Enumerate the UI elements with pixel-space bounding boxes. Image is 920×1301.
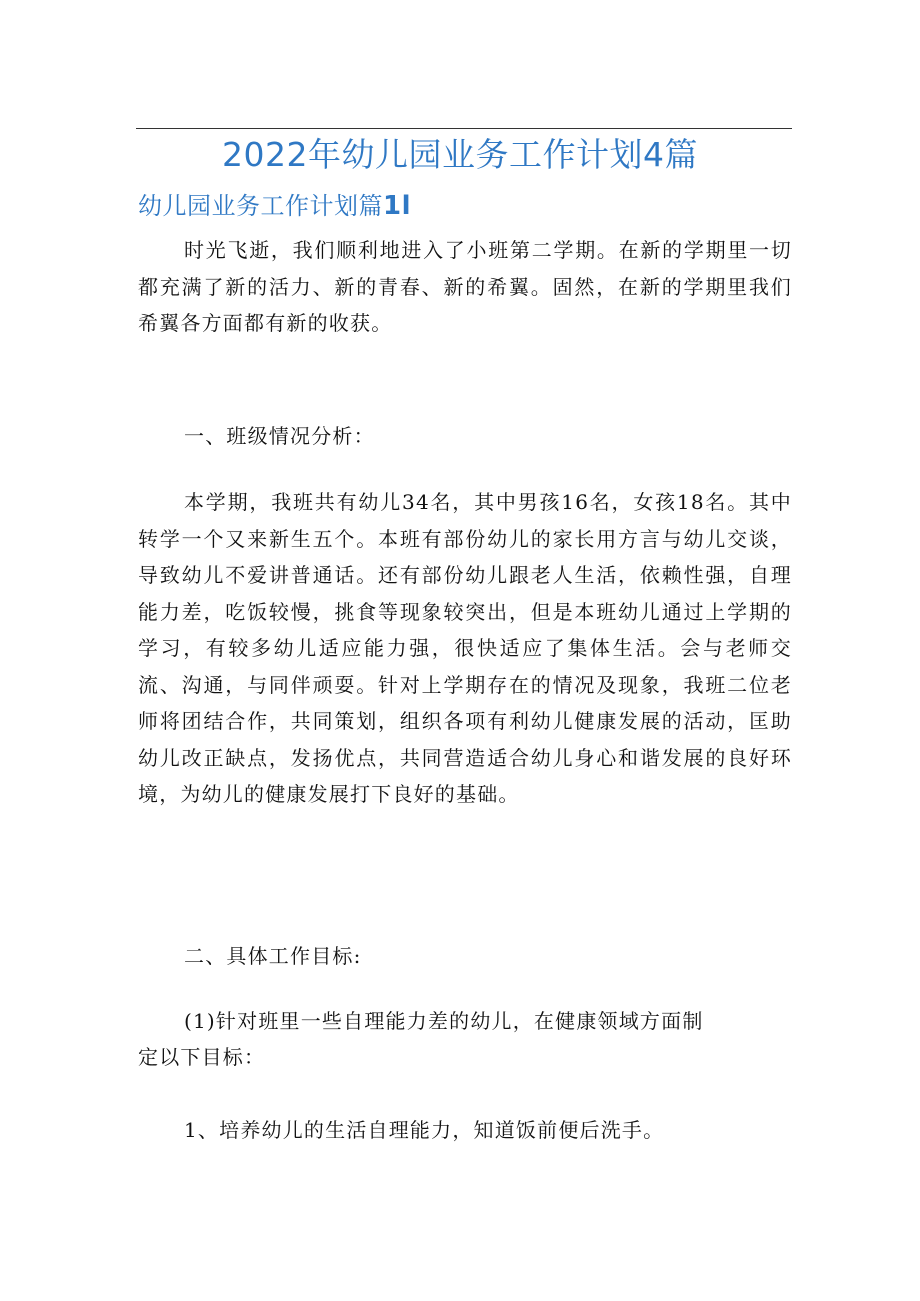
document-subtitle (138, 188, 411, 224)
subtitle-text: 幼儿园业务工作计划篇 (138, 192, 383, 220)
document-title: 2022年幼儿园业务工作计划4篇 (222, 135, 698, 174)
section-heading-work-goals: 二、具体工作目标: (184, 944, 362, 968)
header-rule (136, 128, 792, 129)
intro-paragraph: 时光飞逝，我们顺利地进入了小班第二学期。在新的学期里一切都充满了新的活力、新的青春、新的希翼。固然，在新的学期里我们希翼各方面都有新的收获。 (138, 238, 792, 335)
section-heading-class-analysis: 一、班级情况分析： (184, 424, 375, 448)
subtitle-number: 1l (383, 191, 412, 221)
goal-item-1: 1、培养幼儿的生活自理能力，知道饭前便后洗手。 (184, 1118, 665, 1142)
goal-intro-line-2: 定以下目标： (138, 1045, 266, 1069)
class-analysis-paragraph: 本学期，我班共有幼儿34名，其中男孩16名，女孩18名。其中转学一个又来新生五个。本班有部份幼儿的家长用方言与幼儿交谈，导致幼儿不爱讲普通话。还有部份幼儿跟老人生活，依赖性强，自理能力差，吃饭较慢，挑食等现象较突出，但是本班幼儿通过上学期的学习，有较多幼儿适应能力强，很快适应了集体生活。会与老师交流、沟通，与同伴顽耍。针对上学期存在的情况及现象，我班二位老师将团结合作，共同策划，组织各项有利幼儿健康发展的活动，匡助幼儿改正缺点，发扬优点，共同营造适合幼儿身心和谐发展的良好环境，为幼儿的健康发展打下良好的基础。 (138, 490, 792, 806)
goal-intro-line-1: (1)针对班里一些自理能力差的幼儿，在健康领域方面制 (184, 1009, 704, 1033)
